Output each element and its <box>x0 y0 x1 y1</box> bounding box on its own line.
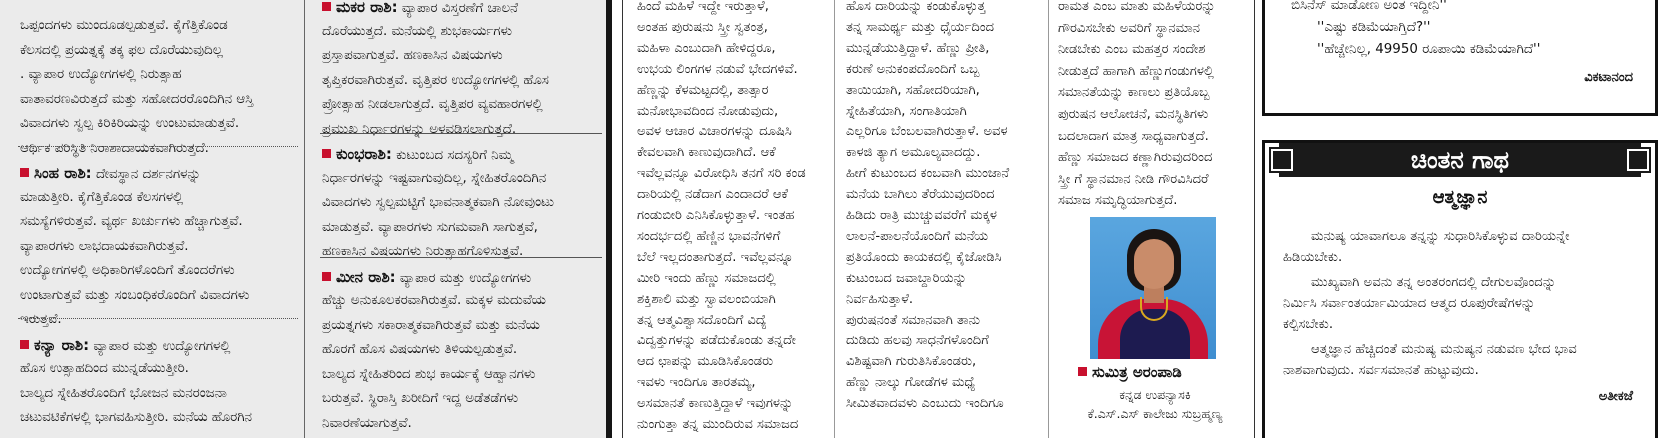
joke-box <box>1262 0 1658 116</box>
article-line: ಉಭಯ ಲಿಂಗಗಳ ನಡುವೆ ಭೇದಗಳಿವೆ. <box>637 61 798 77</box>
horoscope-text: ನಿರ್ಧಾರಗಳನ್ನು ಇಷ್ಟವಾಗುವುದಿಲ್ಲ, ಸ್ನೇಹಿತರೊಂದಿಗಿನ <box>322 170 547 186</box>
article-line: ಸ್ತ್ರೀ ಗೆ ಸ್ಥಾನಮಾನ ನೀಡಿ ಗೌರವಿಸಿದರೆ <box>1058 171 1209 187</box>
article-line: ಇವಳು ಇಂದಿಗೂ ತಾರತಮ್ಯ, <box>637 375 756 391</box>
horoscope-text: ವಾತಾವರಣವಿರುತ್ತದೆ ಮತ್ತು ಸಹೋದರರೊಂದಿಗಿನ ಆಸ್ತಿ <box>20 91 254 107</box>
article-line: ಆದ ಛಾಪನ್ನು ಮೂಡಿಸಿಕೊಂಡರು <box>637 354 774 370</box>
article-line: ಕರುಣೆ ಅನುಕಂಪದೊಂದಿಗೆ ಒಬ್ಬ <box>846 61 980 77</box>
horoscope-line <box>322 387 518 412</box>
author-college: ಕೆ.ಎಸ್.ಎಸ್ ಕಾಲೇಜು ಸುಬ್ರಹ್ಮಣ್ಯ <box>1087 406 1223 421</box>
horoscope-text: ನಿವಾರಣೆಯಾಗುತ್ತವೆ. <box>322 415 412 431</box>
horoscope-text: ಹೆಚ್ಚು ಅನುಕೂಲಕರವಾಗಿರುತ್ತವೆ. ಮಕ್ಕಳ ಮದುವೆಯ <box>322 293 546 308</box>
chintana-signature: ಅತೀಕಜೆ <box>1598 389 1633 404</box>
article-line: ತನ್ನ ಆತ್ಮವಿಶ್ವಾಸದೊಂದಿಗೆ ವಿದ್ಯೆ <box>637 312 767 328</box>
horoscope-text: ಹೊಸ ಉತ್ಸಾಹದಿಂದ ಮುನ್ನಡೆಯುತ್ತೀರಿ. <box>20 361 189 376</box>
horoscope-text: ಸಮಸ್ಯೆಗಳಿರುತ್ತವೆ. ವ್ಯರ್ಥ ಖರ್ಚುಗಳು ಹೆಚ್ಚಾಗುತ್ತವೆ. <box>20 214 243 229</box>
column-divider <box>304 0 305 438</box>
article-line: ಗೌರವಿಸಬೇಕು ಅವರಿಗೆ ಸ್ಥಾನಮಾನ <box>1058 20 1200 36</box>
bullet-icon <box>1078 367 1087 376</box>
horoscope-line <box>20 284 249 309</box>
horoscope-line <box>322 0 518 22</box>
horoscope-line <box>322 363 535 388</box>
divider <box>320 257 602 258</box>
horoscope-line <box>322 314 540 339</box>
article-line: ದಾರಿಯಲ್ಲಿ ನಡೆದಾಗ ಎಂದಾದರೆ ಆಕೆ <box>637 187 788 203</box>
article-line: ಹೆಣ್ಣು ನಾಲ್ಕು ಗೋಡೆಗಳ ಮಧ್ಯೆ <box>846 375 976 391</box>
horoscope-line <box>322 44 503 69</box>
column-divider <box>1254 0 1255 438</box>
horoscope-text: ಆರ್ಥಿಕ ಪರಿಸ್ಥಿತಿ ನಿರಾಶಾದಾಯಕವಾಗಿರುತ್ತದೆ. <box>20 140 209 156</box>
chintana-line: ಕಲ್ಪಿಸಬೇಕು. <box>1283 317 1334 332</box>
article-line: ಹೆಣ್ಣು ಸಮಾಜದ ಕಣ್ಣಾಗಿರುವುದರಿಂದ <box>1058 150 1213 166</box>
bullet-icon <box>20 168 29 177</box>
bullet-icon <box>20 340 29 349</box>
column-divider <box>622 0 623 438</box>
bullet-icon <box>322 149 331 158</box>
article-line: ಇವೆಲ್ಲವನ್ನೂ ವಿರೋಧಿಸಿ ತನಗೆ ಸರಿ ಕಂಡ <box>637 166 806 182</box>
horoscope-line <box>20 39 223 64</box>
horoscope-text: ವಿವಾದಗಳು ಸ್ವಲ್ಪಮಟ್ಟಿಗೆ ಭಾವನಾತ್ಮಕವಾಗಿ ನೋವುಂಟು <box>322 195 555 210</box>
article-line: ಅಂತಹ ಪುರುಷನು ಸ್ತ್ರೀ ಸ್ವತಂತ್ರ, <box>637 19 768 35</box>
horoscope-text: ಉಂಟಾಗುತ್ತವೆ ಮತ್ತು ಸಂಬಂಧಿಕರೊಂದಿಗೆ ವಿವಾದಗಳು <box>20 287 250 303</box>
article-line: ಎಲ್ಲರಿಗೂ ಬೆಂಬಲವಾಗಿರುತ್ತಾಳೆ. ಅವಳ <box>846 124 1008 140</box>
article-line: ಲಾಲನೆ-ಪಾಲನೆಯೊಂದಿಗೆ ಮನೆಯ <box>846 228 989 244</box>
horoscope-line <box>322 69 549 94</box>
horoscope-text: ತೃಪ್ತಿಕರವಾಗಿರುತ್ತವೆ. ವೃತ್ತಿಪರ ಉದ್ಯೋಗಗಳಲ್ಲಿ ಹೊಸ <box>322 72 549 88</box>
horoscope-text: ಪ್ರಯತ್ನಗಳು ಸಕಾರಾತ್ಮಕವಾಗಿರುತ್ತವೆ ಮತ್ತು ಮನೆಯ <box>322 317 540 333</box>
horoscope-text: ಒಪ್ಪಂದಗಳು ಮುಂದೂಡಲ್ಪಡುತ್ತವೆ. ಕೈಗೆತ್ತಿಕೊಂಡ <box>20 18 228 33</box>
chintana-line: ಮನುಷ್ಯ ಯಾವಾಗಲೂ ತನ್ನನ್ನು ಸುಧಾರಿಸಿಕೊಳ್ಳುವ ದಾರಿಯನ್ನೇ <box>1311 229 1570 244</box>
horoscope-line <box>20 235 189 260</box>
chintana-title: ಆತ್ಮಜ್ಞಾನ <box>1432 187 1488 208</box>
article-line: ಸ್ನೇಹಿತೆಯಾಗಿ, ಸಂಗಾತಿಯಾಗಿ <box>846 103 967 119</box>
horoscope-line <box>322 142 513 169</box>
horoscope-text: ವ್ಯಾಪಾರ ಮತ್ತು ಉದ್ಯೋಗಗಳು <box>395 270 532 286</box>
horoscope-panel <box>0 0 612 438</box>
horoscope-text: ಪ್ರಮುಖ ನಿರ್ಧಾರಗಳನ್ನು ಅಳವಡಿಸಲಾಗುತ್ತದೆ. <box>322 121 517 137</box>
article-line: ತಾಯಿಯಾಗಿ, ಸಹೋದರಿಯಾಗಿ, <box>846 82 980 98</box>
horoscope-text: ಮಾಡುತ್ತೀರಿ. ಕೈಗೆತ್ತಿಕೊಂಡ ಕೆಲಸಗಳಲ್ಲಿ <box>20 189 184 205</box>
article-line: ಪುರುಷನ ಆಲೋಚನೆ, ಮನಸ್ಥಿತಿಗಳು <box>1058 107 1209 122</box>
horoscope-line <box>20 112 239 137</box>
sign-name: ಕುಂಭರಾಶಿ: <box>336 145 392 163</box>
horoscope-text: . ವ್ಯಾಪಾರ ಉದ್ಯೋಗಗಳಲ್ಲಿ ನಿರುತ್ಸಾಹ <box>20 67 182 82</box>
article-line: ಕೇವಲವಾಗಿ ಕಾಣುವುದಾಗಿದೆ. ಆಕೆ <box>637 145 776 161</box>
horoscope-line <box>322 20 512 45</box>
sign-name: ಸಿಂಹ ರಾಶಿ: <box>34 164 92 182</box>
horoscope-line <box>20 161 201 188</box>
horoscope-text: ಬಾಲ್ಯದ ಸ್ನೇಹಿತರೊಂದಿಗೆ ಭೋಜನ ಮನರಂಜನಾ <box>20 385 227 401</box>
article-line: ಸಮಾನತೆಯನ್ನು ಕಾಣಲು ಪ್ರತಿಯೊಬ್ಬ <box>1058 85 1210 101</box>
article-line: ಅಸಮಾನತೆ ಕಾಣುತ್ತಿದ್ದಾಳೆ ಇವುಗಳನ್ನು <box>637 396 794 412</box>
author-role: ಕನ್ನಡ ಉಪನ್ಯಾಸಕಿ <box>1119 387 1191 402</box>
horoscope-line <box>322 191 554 216</box>
horoscope-line <box>20 14 228 39</box>
chintana-header: ಚಿಂತನ ಗಾಥ <box>1410 146 1510 174</box>
article-line: ಹಿಡಿದು ರಾತ್ರಿ ಮುಚ್ಚುವವರೆಗೆ ಮಕ್ಕಳ <box>846 208 997 223</box>
article-line: ನೀಡುತ್ತದೆ ಹಾಗಾಗಿ ಹೆಣ್ಣುಗಂಡುಗಳಲ್ಲಿ <box>1058 63 1214 79</box>
article-line: ನುಂಗುತ್ತಾ ತನ್ನ ಮುಂದಿರುವ ಸಮಾಜದ <box>637 417 799 432</box>
horoscope-line <box>20 382 227 407</box>
horoscope-text: ಬರುತ್ತವೆ. ಸ್ಥಿರಾಸ್ತಿ ಖರೀದಿಗೆ ಇದ್ದ ಅಡೆತಡೆಗಳು <box>322 391 519 406</box>
horoscope-line <box>20 63 181 88</box>
article-line: ಸೀಮಿತವಾದವಳು ಎಂಬುದು ಇಂದಿಗೂ <box>846 396 1004 412</box>
article-line: ಪ್ರತಿಯೊಂದು ಕಾಯಕದಲ್ಲಿ ಕೈಜೋಡಿಸಿ <box>846 249 1002 265</box>
article-line: ಮಹಿಳಾ ಎಂಬುದಾಗಿ ಹೇಳಿದ್ದರೂ, <box>637 40 776 56</box>
horoscope-text: ಕುಟುಂಬದ ಸದಸ್ಯರಿಗೆ ನಿಮ್ಮ <box>391 148 514 163</box>
article-line: ರಾಮತ ಎಂಬ ಮಾತು ಮಹಿಳೆಯರನ್ನು <box>1058 0 1216 14</box>
sign-name: ಕನ್ಯಾ ರಾಶಿ: <box>34 335 90 354</box>
article-line: ಗಂಡುಬೀರಿ ಎನಿಸಿಕೊಳ್ಳುತ್ತಾಳೆ. ಇಂತಹ <box>637 208 795 223</box>
horoscope-text: ವಿವಾದಗಳು ಸ್ವಲ್ಪ ಕಿರಿಕಿರಿಯನ್ನು ಉಂಟುಮಾಡುತ್ತವೆ. <box>20 116 240 131</box>
horoscope-line <box>20 259 235 284</box>
horoscope-text: ಇರುತ್ತವೆ. <box>20 312 62 327</box>
horoscope-text: ಹಣಕಾಸಿನ ವಿಷಯಗಳು ನಿರುತ್ಸಾಹಗೊಳಿಸುತ್ತವೆ. <box>322 244 524 259</box>
article-line: ಕಾಳಜಿ ತ್ಯಾಗ ಅಮೂಲ್ಯವಾದದ್ದು. <box>846 145 981 161</box>
horoscope-line <box>20 137 209 162</box>
article-line: ನೀಡಬೇಕು ಎಂಬ ಮಹತ್ತರ ಸಂದೇಶ <box>1058 42 1206 58</box>
horoscope-text: ವ್ಯಾಪಾರಗಳು ಲಾಭದಾಯಕವಾಗಿರುತ್ತವೆ. <box>20 238 189 254</box>
article-line: ವಿಶಿಷ್ಟವಾಗಿ ಗುರುತಿಸಿಕೊಂಡರು, <box>846 354 977 370</box>
article-line: ಸಂದರ್ಭದಲ್ಲಿ ಹೆಣ್ಣಿನ ಭಾವನೆಗಳಿಗೆ <box>637 228 781 244</box>
horoscope-line <box>322 118 516 143</box>
horoscope-line <box>20 186 183 211</box>
horoscope-text: ಚಟುವಟಿಕೆಗಳಲ್ಲಿ ಭಾಗವಹಿಸುತ್ತೀರಿ. ಮನೆಯ ಹೊರಗಿನ <box>20 410 252 425</box>
article-line: ಮೀರಿ ಇಂದು ಹೆಣ್ಣು ಸಮಾಜದಲ್ಲಿ <box>637 270 776 286</box>
horoscope-line <box>322 338 517 363</box>
article-line: ಮುನ್ನಡೆಯುತ್ತಿದ್ದಾಳೆ. ಹೆಣ್ಣು ಪ್ರೀತಿ, <box>846 40 990 56</box>
chintana-line: ಆತ್ಮಜ್ಞಾನ ಹೆಚ್ಚಿದಂತೆ ಮನುಷ್ಯ ಮನುಷ್ಯನ ನಡುವಣ ಭೇದ ಭಾವ <box>1311 342 1577 357</box>
horoscope-line <box>20 333 230 360</box>
article-line: ಹೆಣ್ಣನ್ನು ಕೆಳಮಟ್ಟದಲ್ಲಿ, ತಾತ್ಸಾರ <box>637 82 769 98</box>
divider <box>18 318 298 319</box>
chintana-line: ಹಿಡಿಯಬೇಕು. <box>1283 250 1343 265</box>
column-divider <box>834 0 835 438</box>
horoscope-text: ಕೆಲಸದಲ್ಲಿ ಪ್ರಯತ್ನಕ್ಕೆ ತಕ್ಕ ಫಲ ದೊರೆಯುವುದಿಲ್ಲ <box>20 42 223 58</box>
author-photo <box>1090 217 1216 359</box>
chintana-banner <box>1279 143 1641 177</box>
article-line: ಕುಟುಂಬದ ಜವಾಬ್ದಾರಿಯನ್ನು <box>846 270 967 286</box>
article-line: ಮನೋಭಾವದಿಂದ ನೋಡುವುದು, <box>637 103 779 119</box>
chintana-line: ನಿರ್ಮಿಸಿ ಸರ್ವಾಂತರ್ಯಾಮಿಯಾದ ಆತ್ಮದ ರೂಪುರೇಷೆಗಳನ್ನು <box>1283 296 1536 311</box>
article-line: ಮನೆಯ ಬಾಗಿಲು ತೆರೆಯುವುದರಿಂದ <box>846 187 995 203</box>
article-line: ಶಕ್ತಿಶಾಲಿ ಮತ್ತು ಸ್ವಾವಲಂಬಿಯಾಗಿ <box>637 291 776 307</box>
horoscope-text: ವ್ಯಾಪಾರ ವಿಸ್ತರಣೆಗೆ ಚಾಲನೆ <box>397 1 518 16</box>
joke-line: ''ಎಷ್ಟು ಕಡಿಮೆಯಾಗ್ತಿದೆ?'' <box>1317 20 1431 35</box>
horoscope-line <box>20 88 253 113</box>
horoscope-line <box>20 210 243 235</box>
article-line: ಹೊಸ ದಾರಿಯನ್ನು ಕಂಡುಕೊಳ್ಳುತ್ತ <box>846 0 986 14</box>
joke-line: ಬಿಸಿನೆಸ್ ಮಾಡೋಣ ಅಂತ ಇದ್ದೀನಿ'' <box>1291 0 1447 13</box>
author-photo-face <box>1134 239 1174 289</box>
article-line: ಹೀಗೆ ಕುಟುಂಬದ ಕಂಬವಾಗಿ ಮುಂಜಾನೆ <box>846 166 1010 182</box>
horoscope-text: ಪ್ರಸ್ತಾಪವಾಗುತ್ತವೆ. ಹಣಕಾಸಿನ ವಿಷಯಗಳು <box>322 48 503 63</box>
chintana-line: ನಾಶವಾಗುವುದು. ಸರ್ವಸಮಾನತೆ ಹುಟ್ಟುವುದು. <box>1283 363 1479 378</box>
article-line: ವಿದ್ವತ್ತುಗಳನ್ನು ಪಡೆದುಕೊಂಡು ತನ್ನದೇ <box>637 333 796 349</box>
horoscope-text: ಹೊರಗೆ ಹೊಸ ವಿಷಯಗಳು ತಿಳಿಯಲ್ಪಡುತ್ತವೆ. <box>322 342 518 357</box>
horoscope-line <box>322 412 412 437</box>
sign-name: ಮಕರ ರಾಶಿ: <box>336 0 398 16</box>
article-line: ತನ್ನ ಸಾಮರ್ಥ್ಯ ಮತ್ತು ಧೈರ್ಯದಿಂದ <box>846 19 995 35</box>
horoscope-text: ಉದ್ಯೋಗಗಳಲ್ಲಿ ಅಧಿಕಾರಿಗಳೊಂದಿಗೆ ತೊಂದರೆಗಳು <box>20 263 235 278</box>
sign-name: ಮೀನ ರಾಶಿ: <box>336 267 396 286</box>
article-line: ಹಿಂದೆ ಮಹಿಳೆ ಇದ್ದೇ ಇರುತ್ತಾಳೆ, <box>637 0 769 14</box>
bullet-icon <box>322 2 331 11</box>
horoscope-text: ಮಾಡುತ್ತವೆ. ವ್ಯಾಪಾರಗಳು ಸುಗಮವಾಗಿ ಸಾಗುತ್ತವೆ, <box>322 219 538 235</box>
article-line: ಸಮಾಜ ಸಮೃದ್ಧಿಯಾಗುತ್ತದೆ. <box>1058 193 1178 209</box>
horoscope-text: ದೊರೆಯುತ್ತದೆ. ಮನೆಯಲ್ಲಿ ಶುಭಕಾರ್ಯಗಳು <box>322 23 513 39</box>
article-line: ಪುರುಷನಂತೆ ಸಮಾನವಾಗಿ ತಾನು <box>846 312 981 328</box>
article-line: ದುಡಿದು ಹಲವು ಸಾಧನೆಗಳೊಂದಿಗೆ <box>846 333 989 349</box>
article-line: ನಿರ್ವಹಿಸುತ್ತಾಳೆ. <box>846 291 914 307</box>
author-name: ಸುಮಿತ್ರ ಅರಂಪಾಡಿ <box>1078 363 1248 381</box>
horoscope-line <box>322 240 523 265</box>
column-divider <box>1048 0 1049 438</box>
horoscope-text: ಬಾಲ್ಯದ ಸ್ನೇಹಿತರಿಂದ ಶುಭ ಕಾರ್ಯಕ್ಕೆ ಆಹ್ವಾನಗಳು <box>322 366 536 382</box>
horoscope-line <box>20 308 62 333</box>
horoscope-line <box>322 289 546 314</box>
horoscope-line <box>322 216 538 241</box>
horoscope-line <box>20 406 252 431</box>
horoscope-text: ವ್ಯಾಪಾರ ಮತ್ತು ಉದ್ಯೋಗಗಳಲ್ಲಿ <box>89 338 231 354</box>
horoscope-line <box>322 265 531 292</box>
divider <box>320 133 602 134</box>
article-line: ಬೆಲೆ ಇಲ್ಲದಂತಾಗುತ್ತದೆ. ಇವೆಲ್ಲವನ್ನೂ <box>637 249 794 265</box>
horoscope-text: ಪ್ರೋತ್ಸಾಹ ನೀಡಲಾಗುತ್ತದೆ. ವೃತ್ತಿಪರ ವ್ಯವಹಾರಗಳಲ್ಲಿ <box>322 97 543 112</box>
horoscope-line <box>322 93 543 118</box>
bullet-icon <box>322 272 331 281</box>
horoscope-text: ದೇವಸ್ಥಾನ ದರ್ಶನಗಳನ್ನು <box>91 167 201 182</box>
article-line: ಬದಲಾದಾಗ ಮಾತ್ರ ಸಾಧ್ಯವಾಗುತ್ತದೆ. <box>1058 128 1209 144</box>
horoscope-line <box>322 167 546 192</box>
chintana-line: ಮುಖ್ಯವಾಗಿ ಅವನು ತನ್ನ ಅಂತರಂಗದಲ್ಲಿ ದೇಗುಲವೊಂದನ್ನು <box>1311 275 1557 290</box>
joke-signature: ವಿಕಟಾನಂದ <box>1584 70 1633 85</box>
joke-line: ''ಹೆಚ್ಚೇನಿಲ್ಲ, 49950 ರೂಪಾಯಿ ಕಡಿಮೆಯಾಗಿದೆ'' <box>1317 42 1541 57</box>
divider <box>18 146 298 147</box>
horoscope-line <box>20 357 189 382</box>
chintana-box <box>1262 140 1658 438</box>
article-line: ಅವಳ ಆಚಾರ ವಿಚಾರಗಳನ್ನು ದೂಷಿಸಿ <box>637 124 792 140</box>
